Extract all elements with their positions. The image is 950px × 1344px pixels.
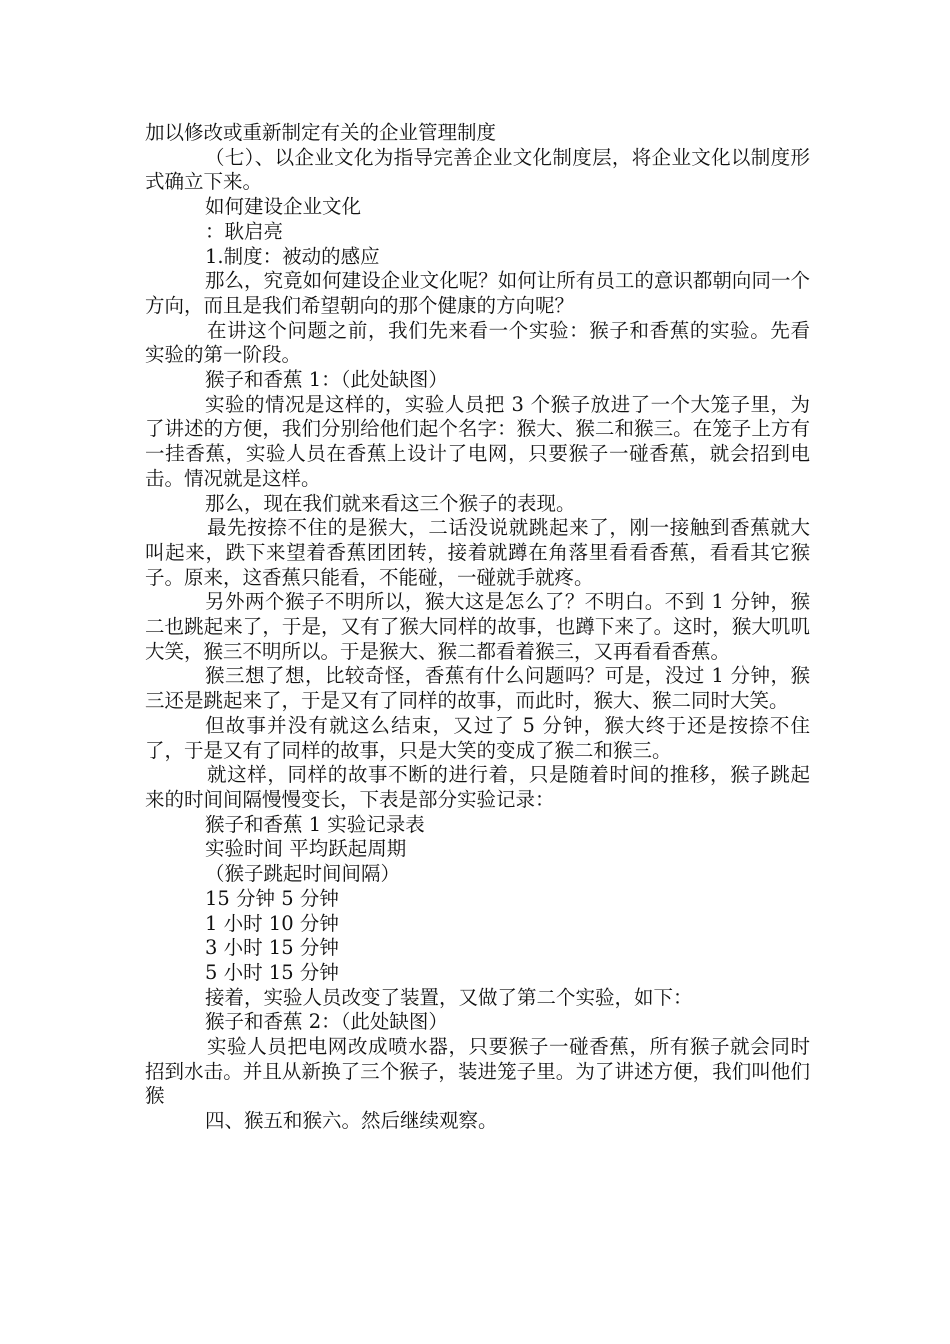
paragraph: 接着，实验人员改变了装置，又做了第二个实验，如下：	[205, 985, 693, 1009]
paragraph: 另外两个猴子不明所以，猴大这是怎么了？不明白。不到 1 分钟，猴二也跳起来了，于是，又有了猴大同样的故事，也蹲下来了。这时，猴大叽叽大笑，猴三不明所以。于是猴大、猴二都看着猴三，又再看看香蕉。	[145, 590, 810, 663]
paragraph: 四、猴五和猴六。然后继续观察。	[205, 1109, 498, 1133]
paragraph: 在讲这个问题之前，我们先来看一个实验：猴子和香蕉的实验。先看实验的第一阶段。	[145, 318, 810, 367]
paragraph: 但故事并没有就这么结束，又过了 5 分钟，猴大终于还是按捺不住了，于是又有了同样的故事，只是大笑的变成了猴二和猴三。	[145, 713, 810, 762]
paragraph: 实验人员把电网改成喷水器，只要猴子一碰香蕉，所有猴子就会同时招到水击。并且从新换了三个猴子，装进笼子里。为了讲述方便，我们叫他们猴	[145, 1035, 810, 1108]
paragraph: 猴三想了想，比较奇怪，香蕉有什么问题吗？可是，没过 1 分钟，猴三还是跳起来了，于是又有了同样的故事，而此时，猴大、猴二同时大笑。	[145, 664, 810, 713]
paragraph: 就这样，同样的故事不断的进行着，只是随着时间的推移，猴子跳起来的时间间隔慢慢变长，下表是部分实验记录：	[145, 763, 810, 811]
section-heading: 1.制度：被动的感应	[205, 244, 380, 268]
heading: 如何建设企业文化	[205, 195, 362, 219]
paragraph: 最先按捺不住的是猴大，二话没说就跳起来了，刚一接触到香蕉就大叫起来，跌下来望着香蕉团团转，接着就蹲在角落里看看香蕉，看看其它猴子。原来，这香蕉只能看，不能碰，一碰就手就疼。	[145, 516, 810, 589]
paragraph: 那么，究竟如何建设企业文化呢？如何让所有员工的意识都朝向同一个方向，而且是我们希望朝向的那个健康的方向呢？	[145, 269, 810, 317]
table-row: 15 分钟 5 分钟	[205, 886, 339, 910]
author-line: ：耿启亮	[205, 219, 284, 243]
document-body	[145, 121, 810, 1134]
paragraph: 实验的情况是这样的，实验人员把 3 个猴子放进了一个大笼子里，为了讲述的方便，我们分别给他们起个名字：猴大、猴二和猴三。在笼子上方有一挂香蕉，实验人员在香蕉上设计了电网，只要猴子一碰香蕉，就会招到电击。情况就是这样。	[145, 392, 810, 490]
paragraph: 加以修改或重新制定有关的企业管理制度	[145, 121, 497, 144]
figure-caption: 猴子和香蕉 1：（此处缺图）	[205, 368, 448, 392]
paragraph: （七）、以企业文化为指导完善企业文化制度层，将企业文化以制度形式确立下来。	[145, 145, 810, 194]
table-title: 猴子和香蕉 1 实验记录表	[205, 812, 425, 836]
table-header-note: （猴子跳起时间间隔）	[205, 862, 401, 886]
table-row: 3 小时 15 分钟	[205, 936, 339, 960]
paragraph: 那么，现在我们就来看这三个猴子的表现。	[205, 491, 576, 515]
table-row: 5 小时 15 分钟	[205, 960, 339, 984]
table-header: 实验时间 平均跃起周期	[205, 837, 407, 861]
table-row: 1 小时 10 分钟	[205, 911, 339, 935]
figure-caption: 猴子和香蕉 2：（此处缺图）	[205, 1010, 448, 1034]
